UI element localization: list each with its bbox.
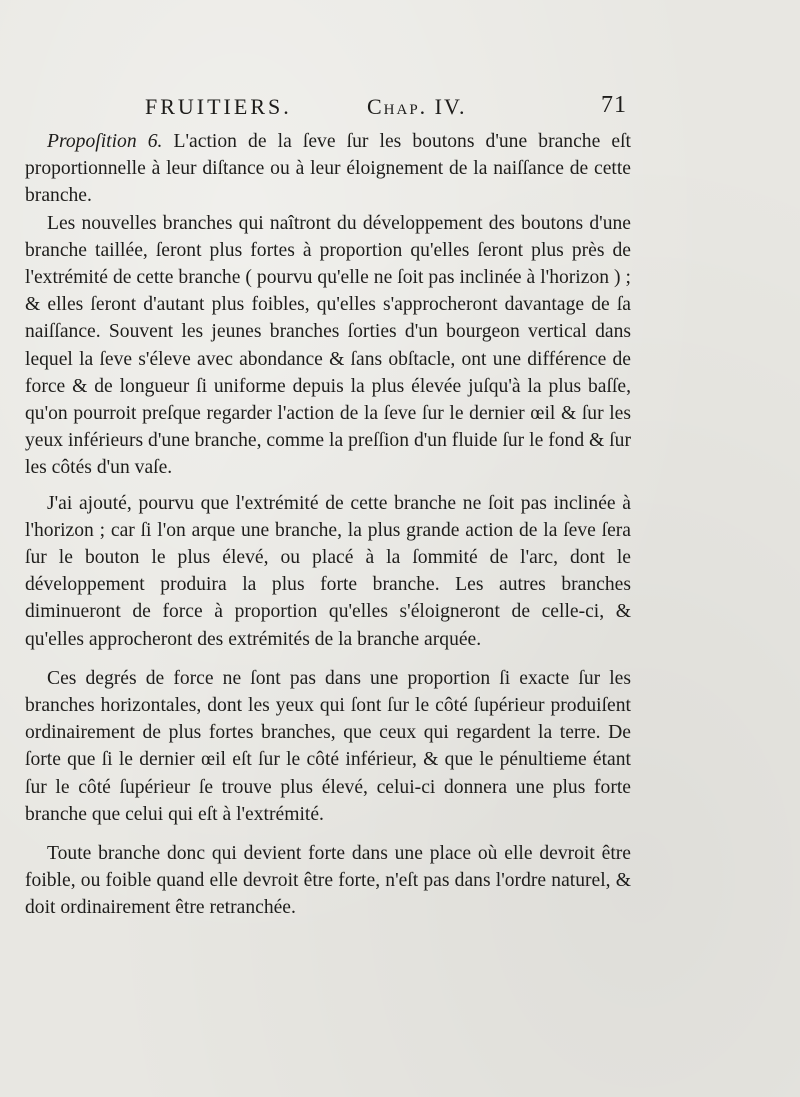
paragraph: Ces degrés de force ne ſont pas dans une proportion ſi exacte ſur les branches horizontales, dont les yeux qui ſont ſur le côté ſupérieur produiſent ordinairement de plus fortes branches, que ceux qui regardent la terre. De ſorte que ſi le dernier œil eſt ſur le côté inférieur, & que le pénultieme étant ſur le côté ſupérieur ſe trouve plus élevé, celui-ci donnera une plus forte branche que celui qui eſt à l'extrémité. [25, 667, 631, 825]
running-head-chapter: Chap. IV. [367, 94, 467, 119]
running-head [145, 92, 635, 128]
proposition-text: L'action de la ſeve ſur les boutons d'une branche eſt proportionnelle à leur diſtance ou à leur éloignement de la naiſſance de cette branche. [25, 131, 631, 207]
body-text [25, 128, 631, 922]
paragraph-proposition [25, 128, 631, 210]
running-head-title: FRUITIERS. [145, 94, 292, 119]
page-number: 71 [601, 92, 627, 118]
paragraph: J'ai ajouté, pourvu que l'extrémité de cette branche ne ſoit pas inclinée à l'horizon ; car ſi l'on arque une branche, la plus grande action de la ſeve ſera ſur le bouton le plus élevé, ou placé à la ſommité de l'arc, dont le développement produira la plus forte branche. Les autres branches diminueront de force à proportion qu'elles s'éloigneront de celle-ci, & qu'elles approcheront des extrémités de la branche arquée. [25, 492, 631, 650]
paragraph: Toute branche donc qui devient forte dans une place où elle devroit être foible, ou foible quand elle devroit être forte, n'eſt pas dans l'ordre naturel, & doit ordinairement être retranchée. [25, 843, 631, 919]
paragraph: Les nouvelles branches qui naîtront du développement des boutons d'une branche taillée, ſeront plus fortes à proportion qu'elles ſeront plus près de l'extrémité de cette branche ( pourvu qu'elle ne ſoit pas inclinée à l'horizon ) ; & elles ſeront d'autant plus foibles, qu'elles s'approcheront davantage de ſa naiſſance. Souvent les jeunes branches ſorties d'un bourgeon vertical dans lequel la ſeve s'éleve avec abondance & ſans obſtacle, ont une différence de force & de longueur ſi uniforme depuis la plus élevée juſqu'à la plus baſſe, qu'on pourroit preſque regarder l'action de la ſeve ſur le dernier œil & ſur les yeux inférieurs d'une branche, comme la preſſion d'un fluide ſur le fond & ſur les côtés d'un vaſe. [25, 212, 631, 479]
proposition-label: Propoſition 6. [47, 131, 163, 152]
